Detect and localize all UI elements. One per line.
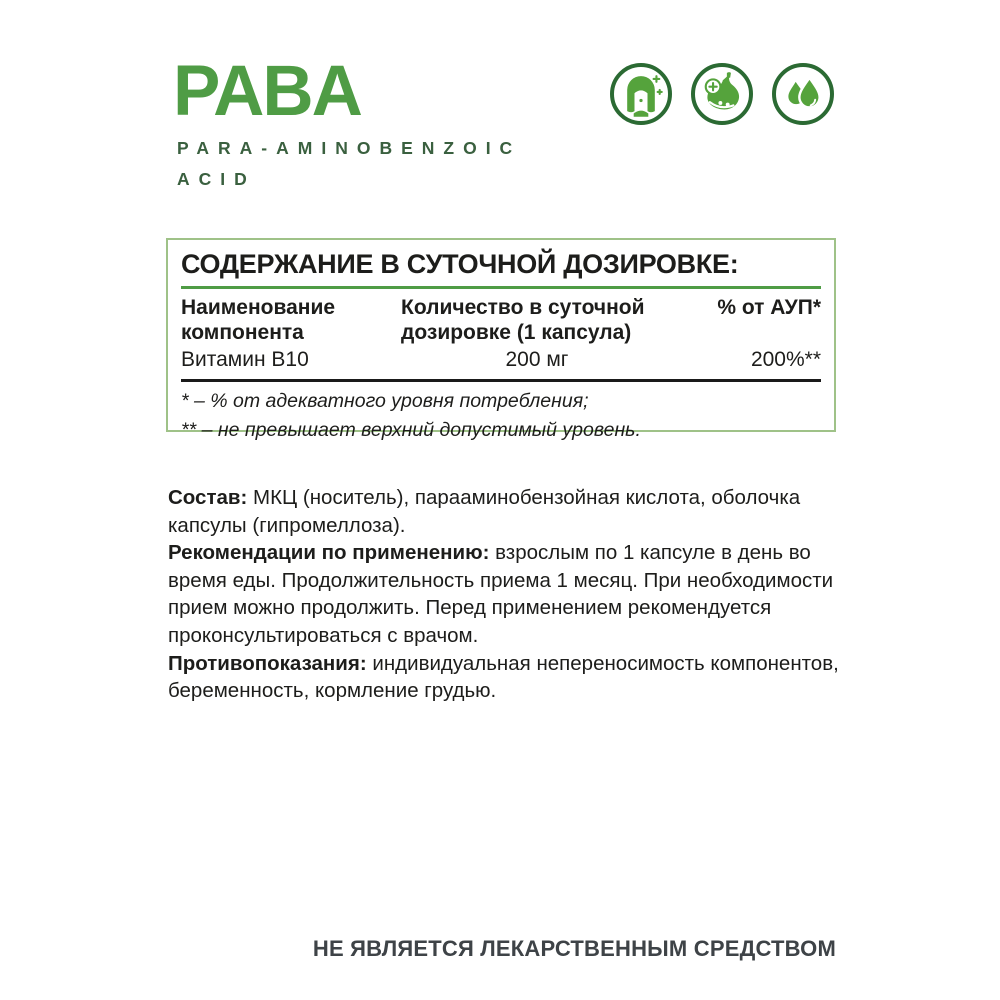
dosage-table-title: СОДЕРЖАНИЕ В СУТОЧНОЙ ДОЗИРОВКЕ: [181,249,739,279]
section-recommendations-label: Рекомендации по применению: [168,541,490,565]
green-divider [181,286,821,289]
section-composition-label: Состав: [168,486,248,509]
brand-subtitle [177,133,521,195]
brand-title: PABA [173,52,361,131]
section-recommendations-text: взрослым по 1 капсуле в день во время еды. Продолжительность приема 1 месяц. При необходимости прием можно продолжить. Перед применением рекомендуется проконсультироваться с врачом. [168,541,834,647]
dosage-table-header [181,295,821,345]
section-contraindications-text: индивидуальная непереносимость компонентов, беременность, кормление грудью. [168,651,839,703]
cell-percent: 200%** [750,348,821,371]
section-composition [168,484,840,539]
dosage-table [166,238,836,441]
benefit-icons [610,63,834,125]
cell-amount: 200 мг [505,348,569,371]
column-header-percent: % от АУП* [717,296,821,319]
brand-subtitle-line1: PARA-AMINOBENZOIC [177,138,522,158]
table-row [181,347,821,373]
column-header-amount: Количество в суточной дозировке (1 капсула) [401,296,645,344]
cell-component-name: Витамин B10 [181,348,309,371]
brand-subtitle-line2: ACID [177,169,256,189]
section-contraindications [168,650,840,705]
section-contraindications-label: Противопоказания: [168,651,367,675]
section-composition-text: МКЦ (носитель), парааминобензойная кислота, оболочка капсулы (гипромеллоза). [168,486,801,537]
stomach-health-icon [691,63,753,125]
section-recommendations [168,539,840,649]
water-drops-icon [772,63,834,125]
column-header-component: Наименование компонента [181,296,336,344]
woman-beauty-icon [610,63,672,125]
footnote-2: ** – не превышает верхний допустимый уровень. [181,418,641,441]
black-divider [181,379,821,382]
info-sections [168,484,840,705]
disclaimer: НЕ ЯВЛЯЕТСЯ ЛЕКАРСТВЕННЫМ СРЕДСТВОМ [312,936,836,961]
footnote-1: * – % от адекватного уровня потребления; [181,390,589,412]
